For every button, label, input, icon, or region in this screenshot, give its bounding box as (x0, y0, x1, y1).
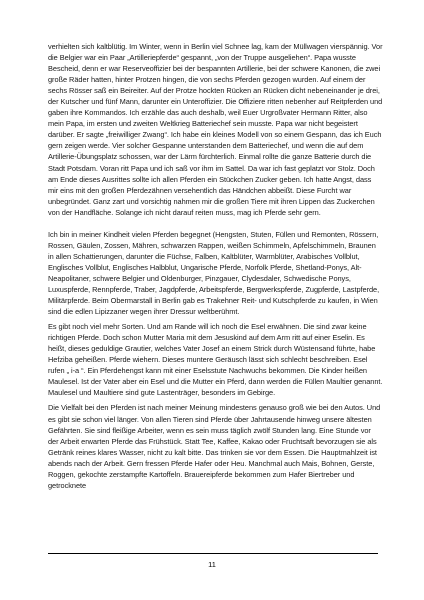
page-number: 11 (208, 560, 216, 569)
paragraph-horse-variety: Die Vielfalt bei den Pferden ist nach meiner Meinung mindestens genauso groß wie bei den Autos. Und es gibt sie schon viel länger. Von allen Tieren sind Pferde über Jahrtausende hinweg unsere ältesten Gefährten. Sie sind fleißige Arbeiter, wenn es sein muss täglich zwölf Stunden lang. Eine Stunde vor der Arbeit erwarten Pferde das Frühstück. Statt Tee, Kaffee, Kakao oder Fruchtsaft bevorzugen sie als Getränk reines klares Wasser, nicht zu kalt bitte. Das trinken sie vor dem Essen. Die Hauptmahlzeit ist abends nach der Arbeit. Gern fressen Pferde Hafer oder Heu. Manchmal auch Mais, Bohnen, Gerste, Roggen, gekochte zerstampfte Kartoffeln. Brauereipferde bekommen zum Hafer Biertreber und getrocknete (48, 403, 381, 490)
footer-divider (48, 553, 378, 554)
paragraph-horse-breeds: Ich bin in meiner Kindheit vielen Pferden begegnet (Hengsten, Stuten, Füllen und Remonten, Rössern, Rossen, Gäulen, Zossen, Mähren, schwarzen Rappen, weißen Schimmeln, Apfelschimmeln, Braunen in allen Schattierungen, darunter die Füchse, Falben, Kaltblüter, Warmblüter, Arabisches Vollblut, Englisches Vollblut, Englisches Halbblut, Ungarische Pferde, Norfolk Pferde, Shetland-Ponys, Alt-Neapolitaner, schwere Belgier und Oldenburger, Pinzgauer, Clydesdaler, Schwedische Ponys, Luxuspferde, Rennpferde, Traber, Jagdpferde, Arbeitspferde, Bergwerkspferde, Zugpferde, Lastpferde, Militärpferde. Beim Obermarstall in Berlin gab es Trakehner Reit- und Kutschpferde zu kaufen, in Wien sind die edlen Lipizzaner wegen ihrer Dressur weltberühmt. (48, 229, 380, 317)
body-text (48, 41, 383, 491)
paragraph-artillery: verhielten sich kaltblütig. Im Winter, wenn in Berlin viel Schnee lag, kam der Müllwagen vierspännig. Vor die Belgier war ein Paar „Artilleriepferde“ gespannt, „von der Truppe ausgeliehen“. Papa wusste Bescheid, denn er war Reserveoffizier bei der bespannten Artillerie, bei der schwere Kanonen, die zwei große Räder hatten, hinter Protzen hingen, die von sechs Pferden gezogen wurden. Auf einem der sechs Rösser saß ein Beireiter. Auf der Protze hockten Rücken an Rücken dicht nebeneinander je drei, der Kutscher und fünf Mann, darunter ein Unteroffizier. Die Offiziere ritten nebenher auf Reitpferden und gaben ihre Kommandos. Ich erzähle das auch deshalb, weil Euer Urgroßvater Hermann Ritter, also mein Papa, im ersten und zweiten Weltkrieg Batteriechef sein musste. Papa war nicht begeistert darüber. Er sagte „freiwilliger Zwang“. Ich habe ein kleines Modell von so einem Gespann, das ich Euch gern zeigen werde. Vier solcher Gespanne unterstanden dem Batteriechef, und wenn die auf dem Artillerie-Übungsplatz schossen, war der Lärm fürchterlich. Einmal rollte die ganze Batterie durch die Stadt Potsdam. Voran ritt Papa und ich saß vor ihm im Sattel. Da war ich fast geplatzt vor Stolz. Doch am Ende dieses Ausrittes sollte ich allen Pferden ein Stückchen Zucker geben. Ich hatte Angst, dass mir eins mit den großen Pferdezähnen versehentlich das Händchen abbeißt. Diese Furcht war unbegründet. Ganz zart und vorsichtig nahmen mir die großen Tiere mit ihren Lippen das Zuckerchen von der Handfläche. Solange ich nicht darauf reiten muss, mag ich Pferde sehr gern. (48, 42, 383, 217)
paragraph-donkeys: Es gibt noch viel mehr Sorten. Und am Rande will ich noch die Esel erwähnen. Die sind zwar keine richtigen Pferde. Doch schon Mutter Maria mit dem Jesuskind auf dem Arm ritt auf einer Eselin. Es heißt, dieses geduldige Grautier, welches Vater Josef an einem Strick durch Wüstensand führte, habe Hefziba geheißen. Pferde wiehern. Dieses muntere Geräusch lässt sich schlecht beschreiben. Esel rufen „ i-a “. Ein Pferdehengst kann mit einer Eselsstute Nachwuchs bekommen. Die Kinder heißen Maulesel. Ist der Vater aber ein Esel und die Mutter ein Pferd, dann werden die Füllen Maultier genannt. Maulesel und Maultiere sind gute Lastenträger, besonders im Gebirge. (48, 322, 383, 398)
